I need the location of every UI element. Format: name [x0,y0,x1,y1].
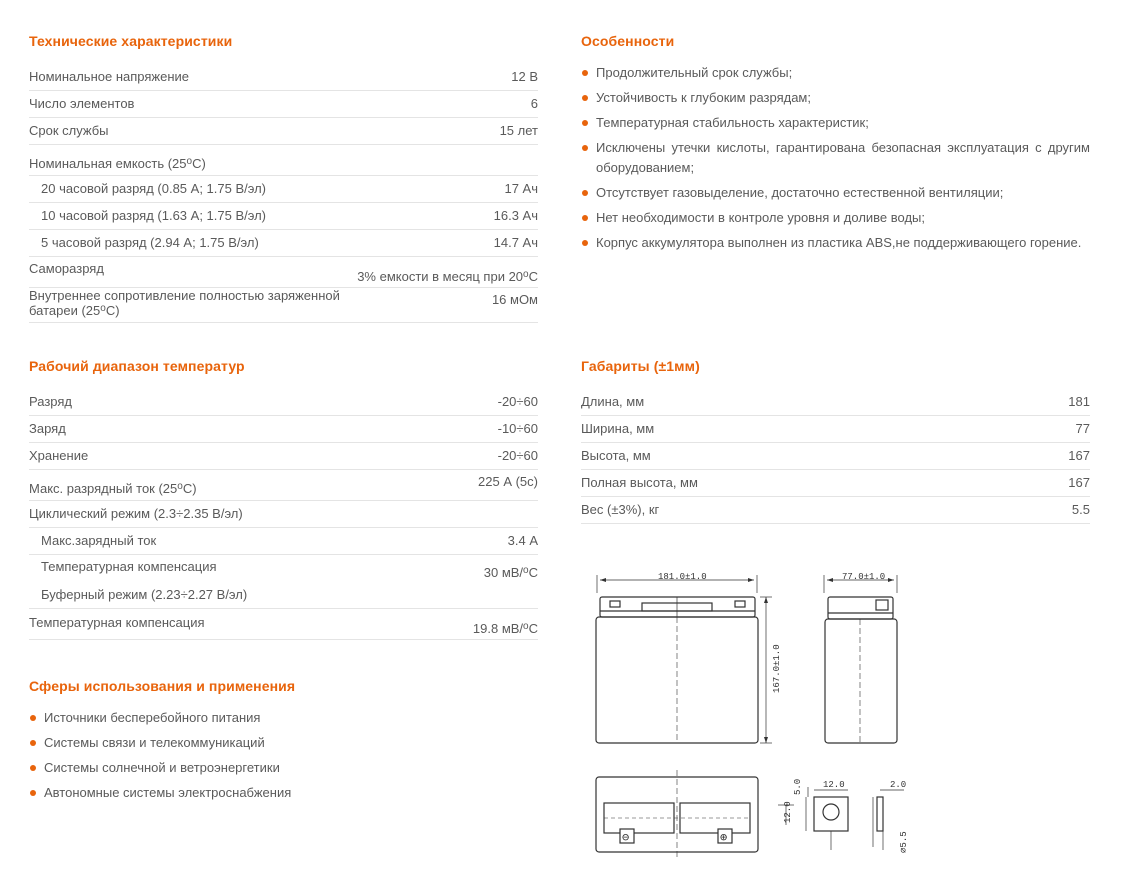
row-label: 20 часовой разряд (0.85 А; 1.75 В/эл) [41,181,267,196]
row-label: Длина, мм [581,393,645,409]
dim-terminal-2: 12.0 [823,780,845,790]
table-row [29,175,538,202]
table-row [581,496,1090,523]
row-value: 167 [1068,448,1090,463]
table-row [29,608,538,639]
row-label: Буферный режим (2.23÷2.27 В/эл) [41,586,248,602]
positive-terminal-icon: ⊕ [720,831,728,845]
dim-length: 181.0±1.0 [658,572,707,582]
row-value [421,581,538,608]
table-row [29,90,538,117]
top-view [596,770,758,857]
row-label: Номинальная емкость $(25^оС)$ [29,155,206,171]
table-row [29,388,538,415]
table-row [29,63,538,90]
table-row [29,117,538,144]
table-row [29,442,538,469]
list-item: Исключены утечки кислоты, гарантирована безопасная эксплуатация с другим оборудованием; [581,138,1090,178]
row-label: Высота, мм [581,448,651,463]
dims-section [581,358,1090,524]
row-label: Вес (±3%), кг [581,502,660,517]
features-title: Особенности [581,33,675,49]
row-value: 30 мВ/$^о$С [483,565,538,580]
row-value: -20÷60 [497,448,538,463]
table-row [29,469,538,500]
list-item: Корпус аккумулятора выполнен из пластика ABS,не поддерживающего горение. [581,233,1090,253]
row-label: Циклический режим (2.3÷2.35 В/эл) [29,506,243,521]
tech-table [29,63,538,323]
row-value: 5.5 [1071,502,1090,517]
row-value: -10÷60 [497,421,538,436]
side-view [824,575,897,743]
row-value: 3% емкости в месяц при $20^оС$ [357,268,538,284]
row-value: 167 [1068,475,1090,490]
temp-title: Рабочий диапазон температур [29,358,245,374]
list-item: Источники бесперебойного питания [29,708,538,728]
dim-terminal-3: 12.0 [783,801,793,823]
table-row [581,469,1090,496]
row-value: 19.8 мВ/$^о$С [472,620,538,636]
table-row [581,388,1090,415]
row-label: Саморазряд [29,260,104,276]
row-label: 10 часовой разряд (1.63 А; 1.75 В/эл) [41,208,267,223]
row-value [421,500,538,527]
row-label: Ширина, мм [581,421,655,436]
negative-terminal-icon: ⊖ [622,831,630,845]
table-row [29,500,538,527]
apps-list [29,708,538,803]
list-item: Автономные системы электроснабжения [29,783,538,803]
row-label: 5 часовой разряд (2.94 А; 1.75 В/эл) [41,235,259,250]
front-view [596,575,772,743]
list-item: Устойчивость к глубоким разрядам; [581,88,1090,108]
dims-title: Габариты (±1мм) [581,358,700,374]
table-row [581,415,1090,442]
list-item: Температурная стабильность характеристик; [581,113,1090,133]
dims-table [581,388,1090,524]
tech-section [29,33,538,323]
row-label: Макс.зарядный ток [41,533,157,548]
row-label: Макс. разрядный ток $(25^оС)$ [29,480,197,496]
row-value: 17 Ач [504,181,538,196]
row-value: -20÷60 [497,393,538,409]
battery-drawing [580,565,920,865]
row-value: 3.4 А [507,533,538,548]
features-section [581,33,1090,258]
table-row [29,287,538,322]
row-label: Срок службы [29,123,109,138]
table-row [29,554,538,581]
dim-terminal-4: 2.0 [890,780,907,790]
apps-section [29,678,538,808]
dim-height: 167.0±1.0 [772,644,782,693]
row-value: 77 [1075,421,1090,436]
row-label: Температурная компенсация [41,558,217,574]
row-label: Полная высота, мм [581,475,698,490]
row-label: Число элементов [29,96,135,111]
table-row [29,581,538,608]
tech-title: Технические характеристики [29,33,233,49]
apps-title: Сферы использования и применения [29,678,296,694]
row-label: Номинальное напряжение [29,68,190,84]
list-item: Нет необходимости в контроле уровня и доливе воды; [581,208,1090,228]
row-value: 12 В [511,68,538,84]
table-row [581,442,1090,469]
row-label: Температурная компенсация [29,614,205,630]
list-item: Системы связи и телекоммуникаций [29,733,538,753]
list-item: Системы солнечной и ветроэнергетики [29,758,538,778]
row-value: 14.7 Ач [493,235,538,250]
table-row [29,144,538,175]
table-row [29,415,538,442]
row-label: Хранение [29,448,89,463]
list-item: Отсутствует газовыделение, достаточно естественной вентиляции; [581,183,1090,203]
row-value: 225 А (5с) [478,473,538,489]
dim-terminal-1: 5.0 [793,778,803,795]
table-row [29,202,538,229]
table-row [29,527,538,554]
list-item: Продолжительный срок службы; [581,63,1090,83]
row-label: Разряд [29,393,72,409]
temp-section [29,358,538,640]
row-value: 15 лет [499,123,538,138]
row-value [357,144,538,175]
temp-table [29,388,538,640]
row-label: Внутреннее сопротивление полностью заряженной батареи $(25^оС)$ [29,287,340,318]
dim-width: 77.0±1.0 [842,572,886,582]
row-value: 16.3 Ач [493,208,538,223]
dim-terminal-5: ∅5.5 [899,831,909,853]
row-value: 16 мОм [491,291,538,307]
row-value: 181 [1068,393,1090,409]
row-label: Заряд [29,421,66,436]
row-value: 6 [530,96,538,111]
features-list [581,63,1090,253]
table-row [29,256,538,287]
table-row [29,229,538,256]
